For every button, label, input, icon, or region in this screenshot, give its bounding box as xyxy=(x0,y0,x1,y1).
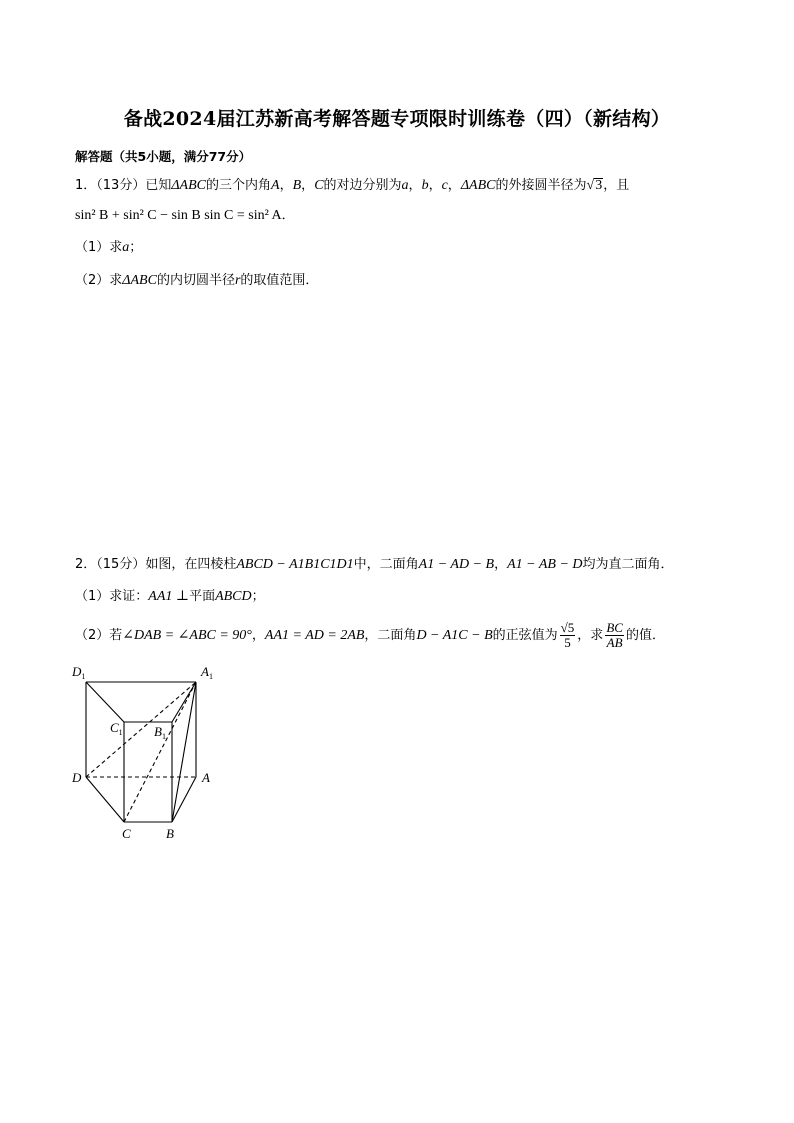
prism-figure xyxy=(64,660,234,845)
q1-stem-line: 1．（13分）已知ΔABC的三个内角A，B，C的对边分别为a，b，c，ΔABC的外接圆半径为√3，且 xyxy=(75,178,630,193)
q2-sine-den: 5 xyxy=(564,635,571,650)
edge-D1C1 xyxy=(86,682,124,722)
q1-triangle: ΔABC xyxy=(122,273,157,288)
label-C: C xyxy=(122,826,131,841)
q1-var-A: A xyxy=(271,178,280,193)
q1-part2-end: 的取值范围． xyxy=(240,273,319,288)
q2-number: 2． xyxy=(75,557,97,572)
q1-text: 已知 xyxy=(145,178,172,193)
q1-part2-text: 的内切圆半径 xyxy=(156,273,235,288)
q2-ratio-den: AB xyxy=(606,635,623,650)
q2-sine-num: √5 xyxy=(560,620,575,635)
label-A1: $A_1$ xyxy=(201,664,213,681)
q2-part1-text: （1）求证： xyxy=(75,589,149,604)
q2-part1 xyxy=(75,589,265,605)
q1-number: 1． xyxy=(75,178,97,193)
q1-equation-line: sin² B + sin² C − sin B sin C = sin² A． xyxy=(75,208,295,223)
label-C1: $C_1$ xyxy=(110,720,123,737)
q2-prism: ABCD − A1B1C1D1 xyxy=(236,557,354,572)
q2-angle-eq: ∠DAB = ∠ABC = 90° xyxy=(122,628,252,643)
page-title: 备战2024届江苏新高考解答题专项限时训练卷（四）（新结构） xyxy=(123,108,671,130)
q2-dihedral-2: A1 − AB − D xyxy=(507,557,583,572)
q2-sine-fraction xyxy=(560,621,576,650)
q2-part2-text: （2）若 xyxy=(75,628,123,643)
q1-var-C: C xyxy=(314,178,324,193)
q1-text: 的外接圆半径为 xyxy=(495,178,587,193)
q2-dihedral-1: A1 − AD − B xyxy=(418,557,495,572)
q1-part2 xyxy=(75,273,318,289)
diag-DA1 xyxy=(86,682,196,777)
q1-part2-text: （2）求 xyxy=(75,273,123,288)
q1-part1-text: （1）求 xyxy=(75,240,123,255)
q1-text: ，且 xyxy=(603,178,630,193)
q1-var-a: a xyxy=(401,178,409,193)
q2-text: 中，二面角 xyxy=(353,557,419,572)
q2-part2: （2）若∠DAB = ∠ABC = 90°，AA1 = AD = 2AB，二面角D − A1C − B的正弦值为 $\frac{√5}{5}$ ，求 $\frac{BC}{AB}$ 的值． xyxy=(75,620,665,650)
q1-text: 的三个内角 xyxy=(206,178,272,193)
label-B1: $B_1$ xyxy=(154,724,166,741)
q2-ratio-fraction xyxy=(605,621,624,650)
label-A: A xyxy=(202,770,210,785)
label-B: B xyxy=(166,826,174,841)
q1-text: 的对边分别为 xyxy=(323,178,402,193)
q1-part1-end: ； xyxy=(129,240,143,255)
q2-plane-name: ABCD xyxy=(215,589,252,604)
q1-var-b: b xyxy=(421,178,429,193)
q2-part1-expr: AA1 ⊥ xyxy=(148,589,190,604)
q1-score: （13分） xyxy=(96,178,146,193)
q2-ratio-num: BC xyxy=(606,620,623,635)
q2-score: （15分） xyxy=(96,557,146,572)
q1-triangle: ΔABC xyxy=(460,178,496,193)
q2-text: 均为直二面角． xyxy=(582,557,674,572)
q2-part1-end: ； xyxy=(251,589,265,604)
q1-part1 xyxy=(75,240,142,256)
q2-length-eq: AA1 = AD = 2AB xyxy=(264,628,365,643)
q2-text: 如图，在四棱柱 xyxy=(145,557,237,572)
diag-CA1 xyxy=(124,682,196,822)
q2-dihedral-3: D − A1C − B xyxy=(416,628,493,643)
q2-part2-end: 的值． xyxy=(625,628,665,643)
q2-part2-text: 的正弦值为 xyxy=(492,628,558,643)
q2-part2-text: ，二面角 xyxy=(364,628,417,643)
q1-var-c: c xyxy=(441,178,448,193)
label-D: D xyxy=(72,770,82,785)
q1-equation: sin² B + sin² C − sin B sin C = sin² A xyxy=(75,208,282,223)
q1-part2-var: r xyxy=(234,273,241,288)
label-D1: $D_1$ xyxy=(72,664,86,681)
q2-part2-text: ，求 xyxy=(577,628,604,643)
q1-triangle: ΔABC xyxy=(171,178,207,193)
q2-stem-line: 2．（15分）如图，在四棱柱ABCD − A1B1C1D1中，二面角A1 − AD − B，A1 − AB − D均为直二面角． xyxy=(75,557,674,572)
edge-DC xyxy=(86,777,124,822)
q2-part1-plane: 平面 xyxy=(189,589,216,604)
q1-var-B: B xyxy=(292,178,302,193)
q1-radius: 3 xyxy=(595,178,603,193)
section-heading: 解答题（共5小题，满分77分） xyxy=(75,149,252,164)
q1-part1-var: a xyxy=(122,240,130,255)
